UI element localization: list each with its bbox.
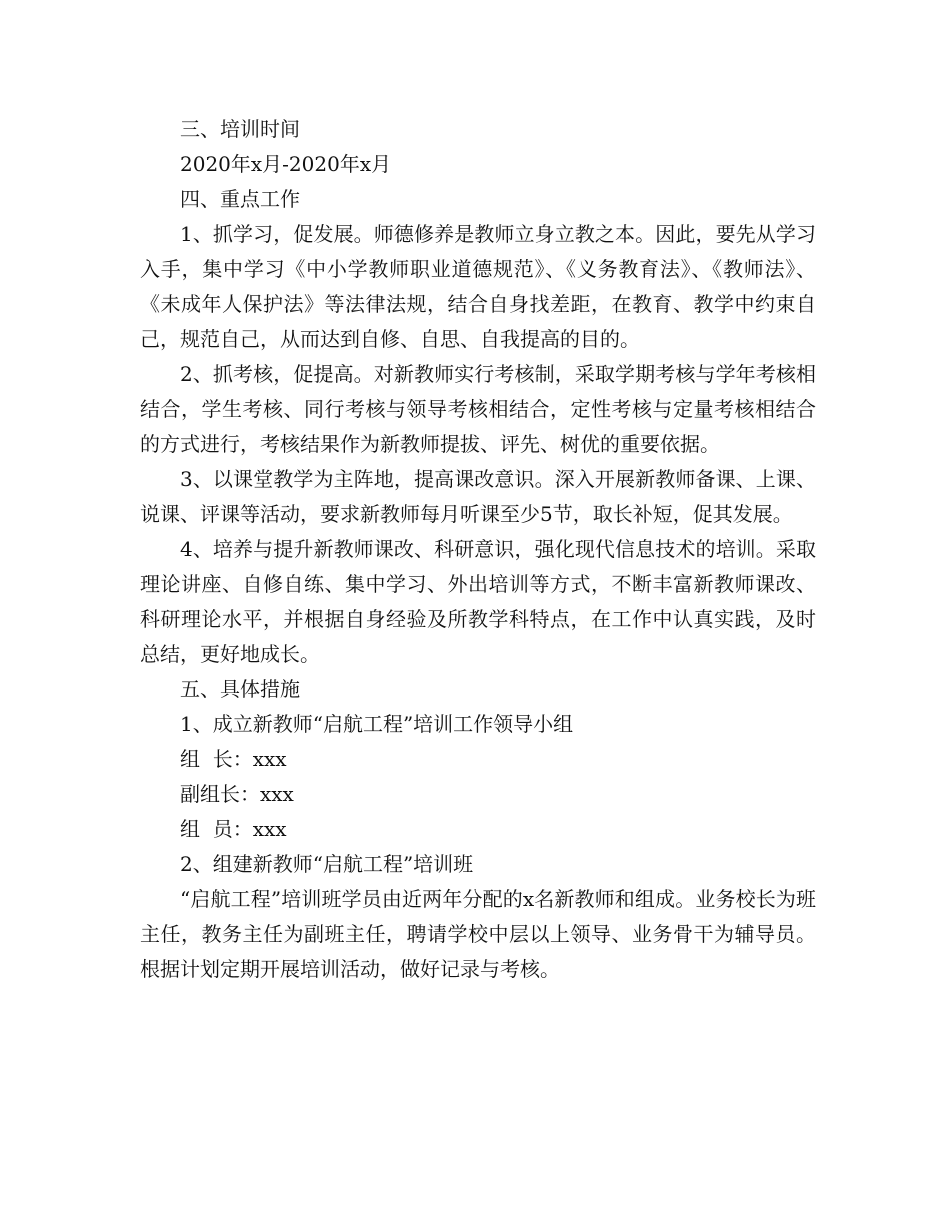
key-work-item-1: 1、抓学习，促发展。师德修养是教师立身立教之本。因此，要先从学习入手，集中学习《中小学教师职业道德规范》、《义务教育法》、《教师法》、《未成年人保护法》等法律法规，结合自身找差距，在教育、教学中约束自己，规范自己，从而达到自修、自思、自我提高的目的。 [140,222,816,351]
deputy-leader-line: 副组长：xxx [180,782,294,806]
document-body [140,112,816,987]
measures-item-2-body: “启航工程”培训班学员由近两年分配的x名新教师和组成。业务校长为班主任，教务主任为副班主任，聘请学校中层以上领导、业务骨干为辅导员。根据计划定期开展培训活动，做好记录与考核。 [140,887,816,981]
section-heading-key-work: 四、重点工作 [180,187,300,211]
key-work-item-4: 4、培养与提升新教师课改、科研意识，强化现代信息技术的培训。采取理论讲座、自修自练、集中学习、外出培训等方式，不断丰富新教师课改、科研理论水平，并根据自身经验及所教学科特点，在工作中认真实践，及时总结，更好地成长。 [140,537,816,666]
section-heading-measures: 五、具体措施 [180,677,300,701]
section-heading-training-time: 三、培训时间 [180,117,300,141]
key-work-item-2: 2、抓考核，促提高。对新教师实行考核制，采取学期考核与学年考核相结合，学生考核、同行考核与领导考核相结合，定性考核与定量考核相结合的方式进行，考核结果作为新教师提拔、评先、树优的重要依据。 [140,362,816,456]
training-period: 2020年x月-2020年x月 [180,152,392,176]
measures-item-1: 1、成立新教师“启航工程”培训工作领导小组 [180,712,574,736]
measures-item-2: 2、组建新教师“启航工程”培训班 [180,852,474,876]
group-leader-line: 组 长：xxx [180,747,287,771]
key-work-item-3: 3、以课堂教学为主阵地，提高课改意识。深入开展新教师备课、上课、说课、评课等活动，要求新教师每月听课至少5节，取长补短，促其发展。 [140,467,816,526]
group-member-line: 组 员：xxx [180,817,287,841]
